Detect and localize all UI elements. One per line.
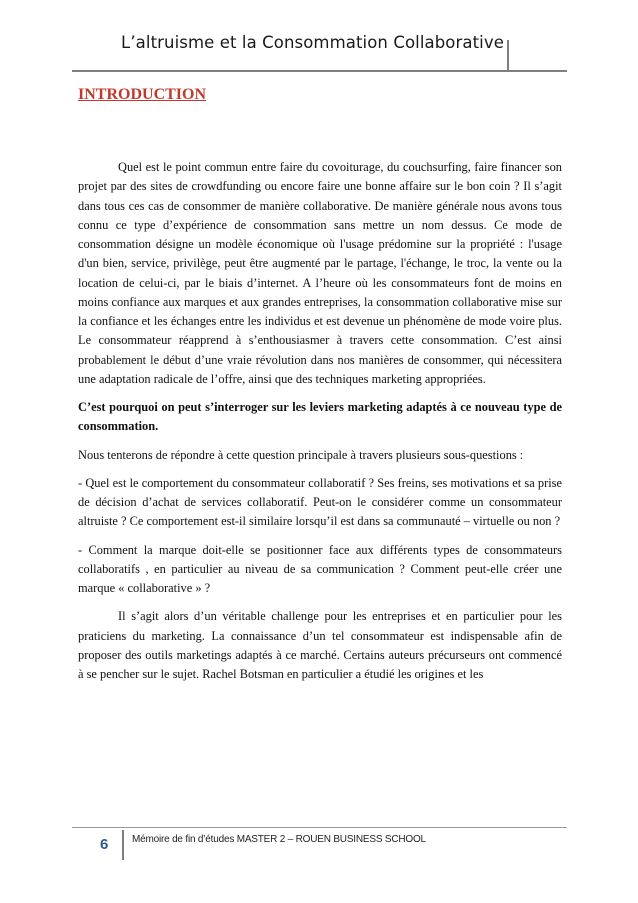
footer-horizontal-rule bbox=[72, 827, 567, 828]
paragraph-subquestion-1: - Quel est le comportement du consommateur collaboratif ? Ses freins, ses motivations et sa prise de décision d’achat de services collaboratif. Peut-on le considérer comme un consommateur altruiste ? Ce comportement est-il similaire lorsqu’il est dans sa communauté – virtuelle ou non ? bbox=[78, 475, 562, 529]
paragraph-challenge: Il s’agit alors d’un véritable challenge pour les entreprises et en particulier pour les praticiens du marketing. La connaissance d’un tel consommateur est indispensable afin de proposer des outils marketings adaptés à ce marché. Certains auteurs précurseurs ont commencé à se pencher sur le sujet. Rachel Botsman en particulier a étudié les origines et les bbox=[78, 609, 562, 681]
paragraph-intro: Quel est le point commun entre faire du covoiturage, du couchsurfing, faire financer son projet par des sites de crowdfunding ou encore faire une bonne affaire sur le bon coin ? Il s’agit dans tous ces cas de consommer de manière collaborative. De manière générale nous avons tous connu ce type d’expérience de consommation sans mettre un nom dessus. Ce mode de consommation désigne un modèle économique où l'usage prédomine sur la propriété : l'usage d'un bien, service, privilège, peut être augmenté par le partage, l'échange, le troc, la vente ou la location de celui-ci, par le biais d’internet. A l’heure où les consommateurs font de moins en moins confiance aux marques et aux grandes entreprises, la consommation collaborative mise sur la confiance et les échanges entre les individus et est devenue un phénomène de mode voire plus. Le consommateur réapprend à s’enthousiasmer à travers cette consommation. C’est ainsi probablement le début d’une vraie révolution dans nos manières de consommer, qui nécessitera une adaptation radicale de l’offre, ainsi que des techniques marketing appropriées. bbox=[78, 160, 562, 386]
header-vertical-rule bbox=[507, 40, 509, 70]
paragraph-subquestion-2: - Comment la marque doit-elle se positionner face aux différents types de consommateurs collaboratifs , en particulier au niveau de sa communication ? Comment peut-elle créer une marque « collaborative » ? bbox=[78, 542, 562, 595]
header-horizontal-rule bbox=[72, 70, 567, 72]
page-number: 6 bbox=[100, 836, 109, 853]
section-heading: INTRODUCTION bbox=[78, 86, 207, 103]
page-header bbox=[0, 0, 638, 72]
footer-text: Mémoire de fin d’études MASTER 2 – ROUEN BUSINESS SCHOOL bbox=[132, 834, 426, 845]
body-text bbox=[78, 158, 562, 693]
running-header-title: L’altruisme et la Consommation Collaborative bbox=[121, 33, 504, 52]
paragraph-research-question: C’est pourquoi on peut s’interroger sur les leviers marketing adaptés à ce nouveau type de consommation. bbox=[78, 400, 562, 434]
footer-vertical-rule bbox=[122, 830, 124, 860]
paragraph-subquestions-lead: Nous tenterons de répondre à cette question principale à travers plusieurs sous-questions : bbox=[78, 447, 524, 462]
